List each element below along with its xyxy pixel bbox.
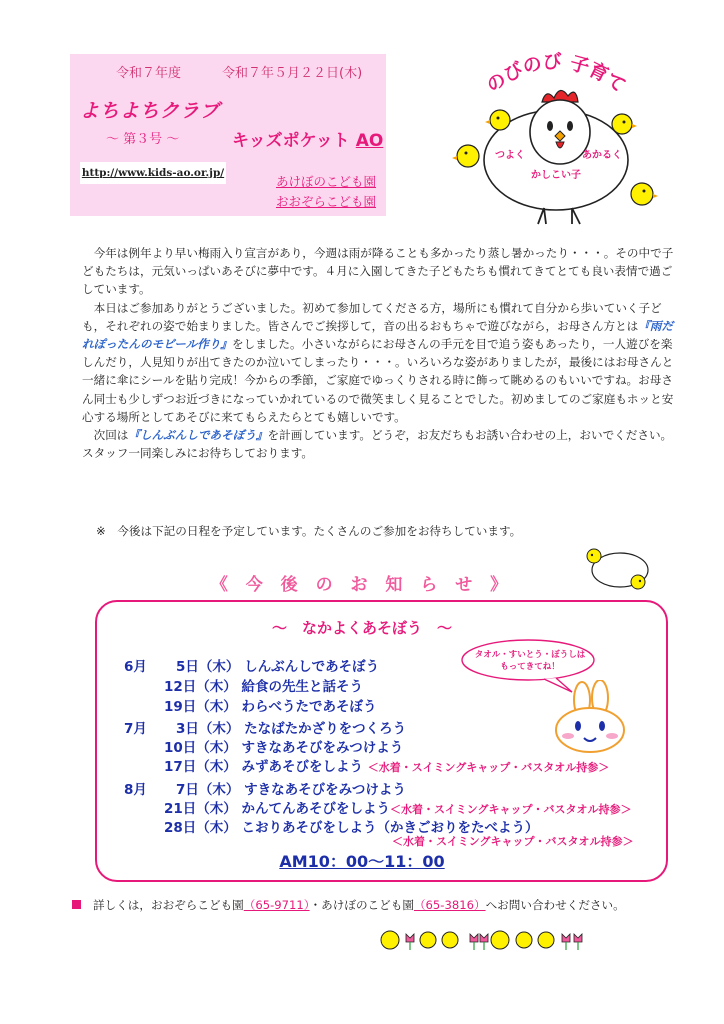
row-bring-extra: ＜水着・スイミングキャップ・バスタオル持参＞ (392, 835, 634, 848)
paragraph-1: 今年は例年より早い梅雨入り宣言があり，今週は雨が降ることも多かったり蒸し暑かったり・・・。その中で子どもたちは，元気いっぱいあそびに夢中です。４月に入園してきた子どもたちも慣れてきてとても良い表情で過ごしています。 (82, 246, 674, 297)
row-bring: ＜水着・スイミングキャップ・バスタオル持参＞ (390, 803, 632, 816)
chick-left-icon (452, 145, 479, 167)
row-activity: 給食の先生と話そう (241, 679, 363, 695)
paragraph-3-text-a: 次回は (93, 428, 129, 443)
mobile-activity-highlight: 『雨だれぽったんのモビール作り』 (82, 318, 674, 352)
contact-line (72, 897, 625, 913)
contact-text-a: 詳しくは，おおぞらこども園 (93, 898, 244, 912)
row-activity: すきなあそびをみつけよう (244, 782, 406, 798)
logo-text-tsuyoku: つよく (495, 150, 525, 161)
schedule-row (164, 755, 609, 775)
chick-top-left-icon (485, 110, 510, 130)
issue-number: ～ 第３号 ～ (106, 132, 180, 147)
chick-bottom-right-icon (631, 183, 658, 205)
schedule-row (176, 778, 406, 798)
month-august: 8月 (124, 782, 147, 798)
footer-chicks-tulips-icon (376, 926, 586, 952)
row-activity: かんてんあそびをしよう (241, 801, 390, 817)
logo-text-kashikoiko: かしこい子 (531, 170, 581, 181)
row-activity: みずあそびをしよう (241, 759, 363, 775)
issue-date: 令和７年５月２２日(木) (222, 66, 363, 81)
schedule-row (164, 736, 403, 756)
chick-right-icon (612, 114, 637, 134)
row-activity: しんぶんしであそぼう (244, 659, 380, 675)
row-bring: ＜水着・スイミングキャップ・バスタオル持参＞ (367, 761, 610, 774)
news-heading: 《 今 後 の お 知 ら せ 》 (210, 575, 514, 595)
bubble-line-1: タオル・すいとう・ぼうしは (474, 650, 586, 660)
logo-arc-text: のびのび 子育て (482, 50, 630, 98)
website-link[interactable]: http://www.kids-ao.or.jp/ (80, 162, 226, 184)
row-date: 12日（木） (164, 679, 237, 695)
row-date: 21日（木） (164, 801, 237, 817)
schedule-note: ※ 今後は下記の日程を予定しています。たくさんのご参加をお待ちしています。 (96, 524, 522, 538)
phone-oozora[interactable]: （65-9711） (243, 898, 310, 912)
paragraph-3 (82, 426, 682, 462)
schedule-row (164, 797, 632, 817)
kids-pocket-prefix: キッズポケット (232, 131, 356, 151)
kids-pocket-ao: AO (355, 131, 384, 151)
contact-text-b: ・あけぼのこども園 (309, 898, 414, 912)
paragraph-2 (82, 299, 682, 426)
month-june: 6月 (124, 659, 147, 675)
phone-akebono[interactable]: （65-3816） (413, 898, 486, 912)
era-year: 令和７年度 (116, 66, 182, 81)
chicken-logo (452, 40, 660, 230)
schedule-row (176, 655, 379, 675)
schedule-title: ～ なかよくあそぼう ～ (271, 619, 452, 637)
row-activity: すきなあそびをみつけよう (241, 740, 404, 756)
paragraph-2-text-b: をしました。小さいながらにお母さんの手元を目で追う姿もあったり，一人遊びを楽しんだり，人見知りが出てきたのか泣いてしまったり・・・。いろいろな姿がありましたが，最後にはお母さんと一緒に傘にシールを貼り完成！今からの季節，ご家庭でゆっくりされる時に飾って眺めるのもいいですね。お母さん同士も少しずつお近づきになっていかれているので微笑ましく見ることでした。初めましてのご家庭もホッと安心する場所としてあそびに来てもらえたらとても嬉しいです。 (82, 337, 674, 424)
club-name: よちよちクラブ (80, 100, 221, 122)
row-date: 5日（木） (176, 659, 240, 675)
month-july: 7月 (124, 721, 147, 737)
paragraph-3-text-b: を計画しています。どうぞ，お友だちもお誘い合わせの上，おいでください。スタッフ一同楽しみにお待ちしております。 (82, 428, 673, 461)
schedule-row (164, 675, 363, 695)
row-date: 3日（木） (176, 721, 240, 737)
row-date: 10日（木） (164, 740, 237, 756)
row-date: 19日（木） (164, 699, 237, 715)
row-date: 17日（木） (164, 759, 237, 775)
row-activity: たなばたかざりをつくろう (244, 721, 407, 737)
body-text (82, 244, 682, 462)
row-activity: こおりあそびをしよう（かきごおりをたべよう） (241, 820, 539, 836)
bullet-square-icon (72, 900, 81, 909)
row-date: 7日（木） (176, 782, 240, 798)
session-time: AM10：00～11：00 (279, 852, 445, 871)
kids-pocket-title (232, 126, 383, 151)
next-activity-highlight: 『しんぶんしであそぼう』 (128, 428, 268, 443)
bubble-line-2: もってきてね！ (500, 662, 560, 672)
kindergarten-akebono: あけぼのこども園 (276, 174, 377, 189)
logo-text-akaruku: あかるく (582, 150, 622, 161)
schedule-row (164, 695, 377, 715)
contact-text-c: へお問い合わせください。 (485, 898, 625, 912)
paragraph-2-text-a: 本日はご参加ありがとうございました。初めて参加してくださる方，場所にも慣れて自分から歩いていく子ども，それぞれの姿で始まりました。皆さんでご挨拶して，音の出るおもちゃで遊びながら，お母さん方とは (82, 300, 662, 333)
row-activity: わらべうたであそぼう (241, 699, 377, 715)
row-date: 28日（木） (164, 820, 237, 836)
bunny-face-icon (548, 680, 638, 754)
kindergarten-oozora: おおぞらこども園 (276, 194, 377, 209)
schedule-row (176, 717, 406, 737)
